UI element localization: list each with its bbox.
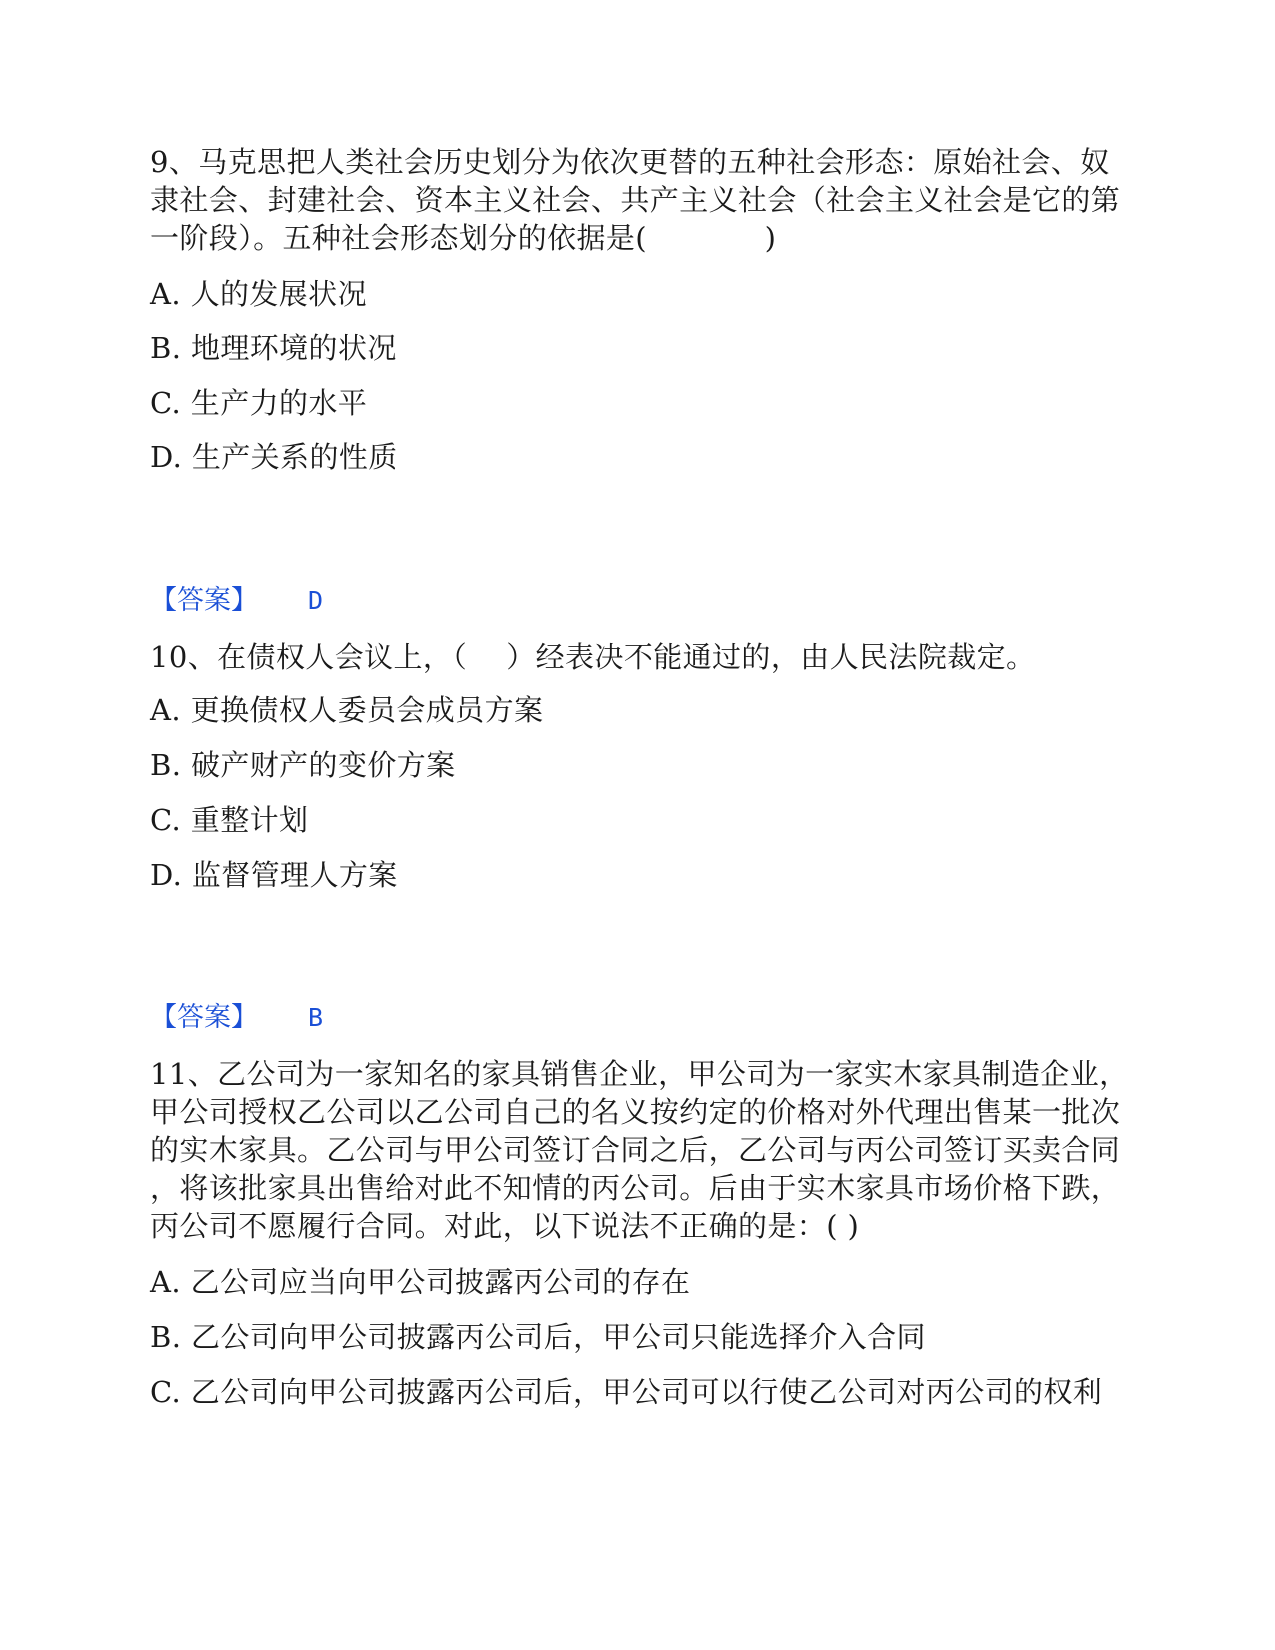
answer-label: 【答案】 [150,585,258,616]
question-stem-line: 11、乙公司为一家知名的家具销售企业，甲公司为一家实木家具制造企业， [150,1057,1129,1091]
option-d: D. 监督管理人方案 [150,858,398,892]
option-a: A. 乙公司应当向甲公司披露丙公司的存在 [150,1265,691,1299]
question-stem-line: 9、马克思把人类社会历史划分为依次更替的五种社会形态：原始社会、奴 [150,145,1110,179]
option-c: C. 乙公司向甲公司披露丙公司后，甲公司可以行使乙公司对丙公司的权利 [150,1375,1103,1409]
question-stem-line: 隶社会、封建社会、资本主义社会、共产主义社会（社会主义社会是它的第 [150,183,1121,217]
option-b: B. 乙公司向甲公司披露丙公司后，甲公司只能选择介入合同 [150,1320,926,1354]
option-c: C. 重整计划 [150,803,309,837]
option-d: D. 生产关系的性质 [150,440,398,474]
option-b: B. 地理环境的状况 [150,331,397,365]
answer-value: B [308,1003,324,1032]
question-stem-line: 甲公司授权乙公司以乙公司自己的名义按约定的价格对外代理出售某一批次 [150,1095,1121,1129]
answer-line [150,998,324,1038]
option-c: C. 生产力的水平 [150,386,368,420]
question-stem-line: 10、在债权人会议上，（ ）经表决不能通过的，由人民法院裁定。 [150,640,1036,674]
answer-line [150,581,324,621]
question-stem-line: 一阶段）。五种社会形态划分的依据是( ) [150,221,777,255]
answer-value: D [308,586,324,615]
answer-label: 【答案】 [150,1002,258,1033]
question-stem-line: 的实木家具。乙公司与甲公司签订合同之后，乙公司与丙公司签订买卖合同 [150,1133,1121,1167]
option-a: A. 更换债权人委员会成员方案 [150,693,544,727]
option-b: B. 破产财产的变价方案 [150,748,456,782]
option-a: A. 人的发展状况 [150,277,367,311]
question-stem-line: 丙公司不愿履行合同。对此，以下说法不正确的是：( ) [150,1209,860,1243]
question-stem-line: ，将该批家具出售给对此不知情的丙公司。后由于实木家具市场价格下跌， [150,1171,1121,1205]
